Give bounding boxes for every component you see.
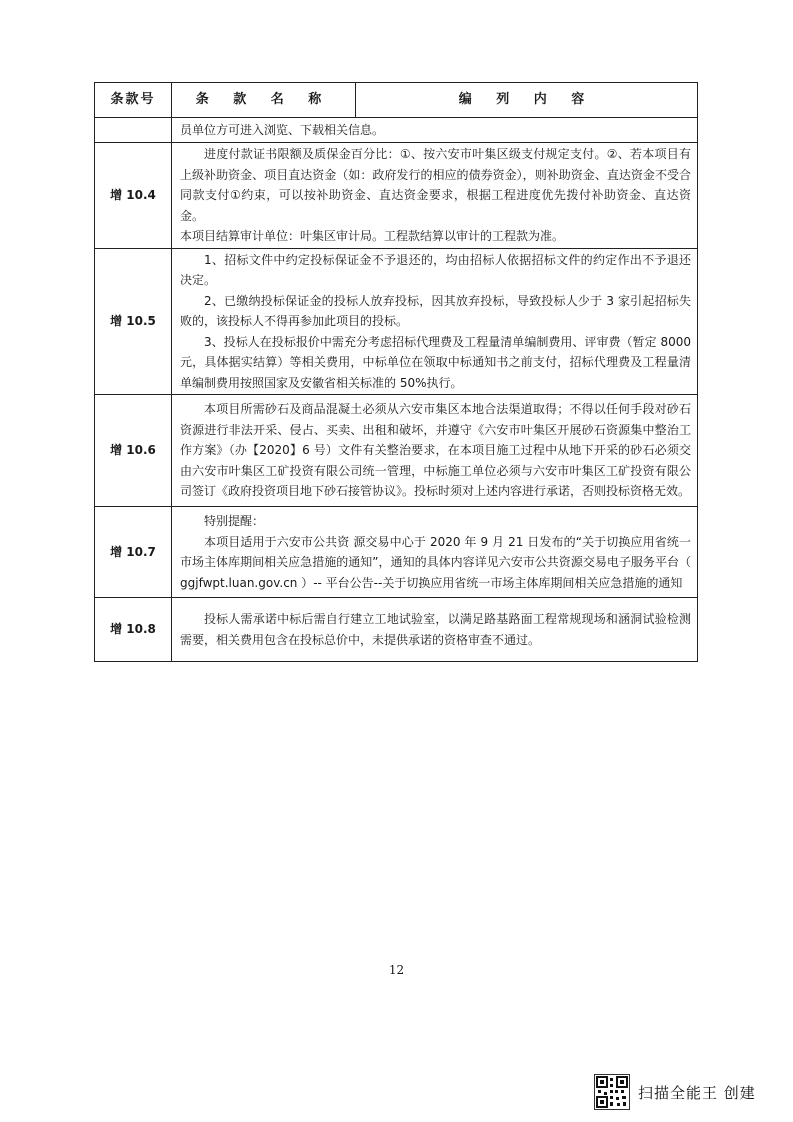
content-paragraph: 特别提醒： [204,514,265,528]
table-header-row [95,83,698,118]
content-cell [172,395,698,507]
content-cell [172,598,698,662]
header-clause-no: 条款号 [95,83,172,118]
content-cell [172,248,698,395]
content-paragraph: 本项目所需砂石及商品混凝土必须从六安市集区本地合法渠道取得；不得以任何手段对砂石资源进行非法开采、侵占、买卖、出租和破坏，并遵守《六安市叶集区开展砂石资源集中整治工作方案》（办【2020】6 号）文件有关整治要求，在本项目施工过程中从地下开采的砂石必须交由六安市叶集区工矿投资有限公司统一管理，中标施工单位必须与六安市叶集区工矿投资有限公司签订《政府投资项目地下砂石接管协议》。投标时须对上述内容进行承诺，否则投标资格无效。 [180,402,691,499]
clause-no-cell: 增 10.4 [95,143,172,249]
content-paragraph: 本项目适用于六安市公共资 源交易中心于 2020 年 9 月 21 日发布的“关于切换应用省统一市场主体库期间相关应急措施的通知”，通知的具体内容详见六安市公共资源交易电子服务平台（ ggjfwpt.luan.gov.cn ）-- 平台公告--关于切换应用省统一市场主体库期间相关应急措施的通知 [180,534,691,590]
content-cell [172,143,698,249]
table-row [95,143,698,249]
table-row [95,248,698,395]
header-clause-name: 条 款 名 称 [172,83,356,118]
content-paragraph: 本项目结算审计单位：叶集区审计局。工程款结算以审计的工程款为准。 [180,229,565,243]
content-paragraph: 3、投标人在投标报价中需充分考虑招标代理费及工程量清单编制费用、评审费（暂定 8000 元，具体据实结算）等相关费用，中标单位在领取中标通知书之前支付，招标代理费及工程量清单编制费用按照国家及安徽省相关标准的 50%执行。 [180,334,691,390]
table-row [95,395,698,507]
clause-table [94,82,698,662]
content-paragraph: 2、已缴纳投标保证金的投标人放弃投标，因其放弃投标，导致投标人少于 3 家引起招标失败的，该投标人不得再参加此项目的投标。 [180,293,691,328]
page-number: 12 [388,963,405,977]
qr-code-icon [594,1074,630,1110]
clause-no-cell: 增 10.8 [95,598,172,662]
content-cell [172,118,698,143]
content-paragraph: 1、招标文件中约定投标保证金不予退还的，均由招标人依据招标文件的约定作出不予退还决定。 [180,252,691,287]
clause-no-cell [95,118,172,143]
table-row [95,507,698,598]
content-paragraph: 投标人需承诺中标后需自行建立工地试验室，以满足路基路面工程常规现场和涵洞试验检测需要，相关费用包含在投标总价中，未提供承诺的资格审查不通过。 [180,612,691,647]
clause-no-cell: 增 10.6 [95,395,172,507]
content-paragraph: 员单位方可进入浏览、下载相关信息。 [180,122,385,137]
watermark-text: 扫描全能王 创建 [638,1083,756,1102]
table-row [95,598,698,662]
scanner-watermark [594,1074,756,1110]
header-content: 编 列 内 容 [356,83,698,118]
clause-no-cell: 增 10.7 [95,507,172,598]
content-paragraph: 进度付款证书限额及质保金百分比：①、按六安市叶集区级支付规定支付。②、若本项目有上级补助资金、项目直达资金（如：政府发行的相应的债券资金），则补助资金、直达资金不受合同款支付①约束，可以按补助资金、直达资金要求，根据工程进度优先拨付补助资金、直达资金。 [180,147,691,223]
content-cell [172,507,698,598]
table-row-continuation [95,118,698,143]
clause-no-cell: 增 10.5 [95,248,172,395]
